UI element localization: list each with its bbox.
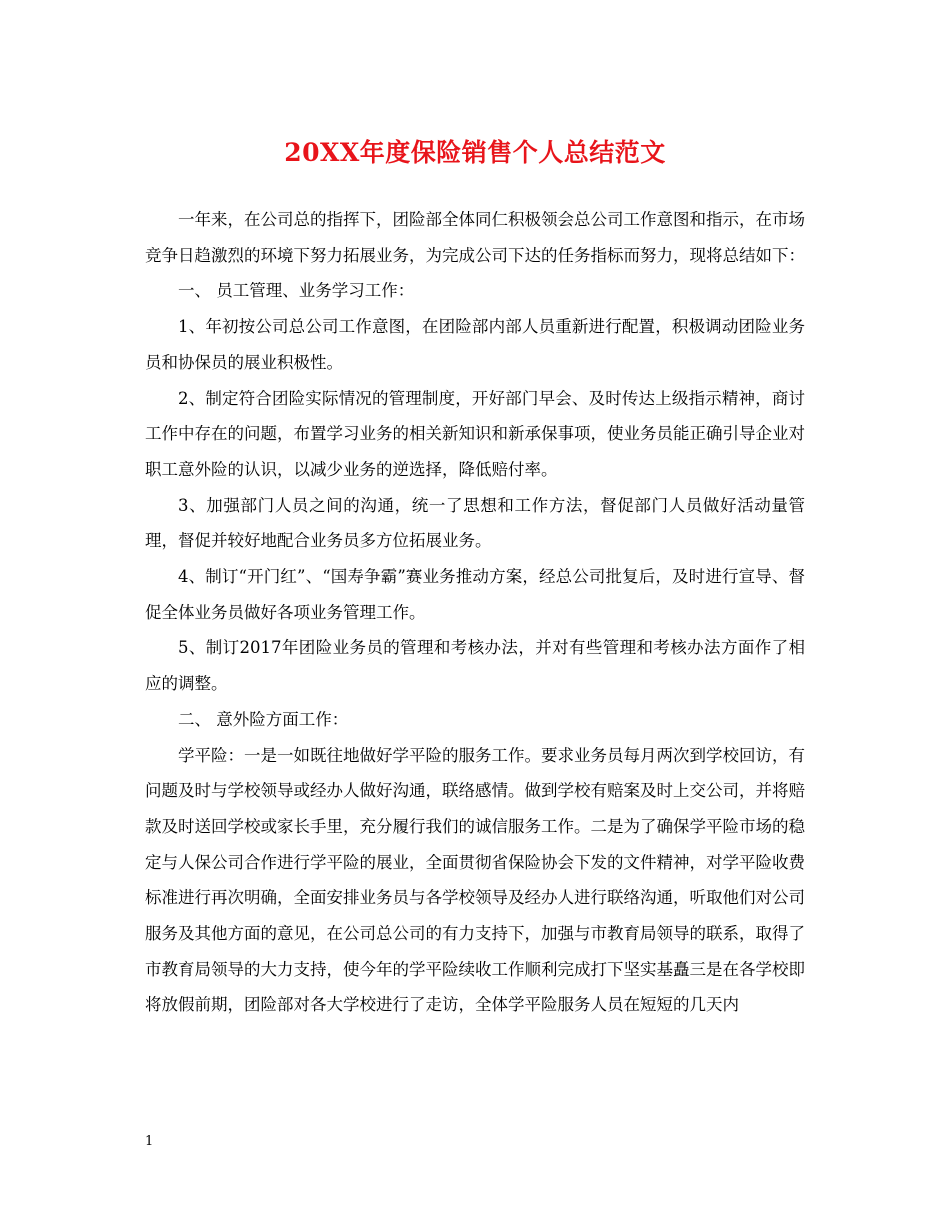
- document-body: [145, 202, 805, 1023]
- paragraph-student-insurance: 学平险：一是一如既往地做好学平险的服务工作。要求业务员每月两次到学校回访，有问题及时与学校领导或经办人做好沟通，联络感情。做到学校有赔案及时上交公司，并将赔款及时送回学校或家长手里，充分履行我们的诚信服务工作。二是为了确保学平险市场的稳定与人保公司合作进行学平险的展业，全面贯彻省保险协会下发的文件精神，对学平险收费标准进行再次明确，全面安排业务员与各学校领导及经办人进行联络沟通，听取他们对公司服务及其他方面的意见，在公司总公司的有力支持下，加强与市教育局领导的联系，取得了市教育局领导的大力支持，使今年的学平险续收工作顺利完成打下坚实基矗三是在各学校即将放假前期，团险部对各大学校进行了走访，全体学平险服务人员在短短的几天内: [145, 745, 805, 1015]
- paragraph-item-4: 4、制订“开门红”、“国寿争霸”赛业务推动方案，经总公司批复后，及时进行宣导、督促全体业务员做好各项业务管理工作。: [145, 567, 805, 622]
- paragraph-item-5: 5、制订2017年团险业务员的管理和考核办法，并对有些管理和考核办法方面作了相应的调整。: [145, 638, 805, 694]
- document-title: 20XX年度保险销售个人总结范文: [284, 138, 666, 167]
- section-heading-staff-management: 一、 员工管理、业务学习工作：: [178, 281, 415, 301]
- section-heading-accident-insurance: 二、 意外险方面工作：: [178, 709, 349, 729]
- paragraph-item-2: 2、制定符合团险实际情况的管理制度，开好部门早会、及时传达上级指示精神，商讨工作中存在的问题，布置学习业务的相关新知识和新承保事项，使业务员能正确引导企业对职工意外险的认识，以减少业务的逆选择，降低赔付率。: [145, 388, 805, 479]
- paragraph-item-1: 1、年初按公司总公司工作意图，在团险部内部人员重新进行配置，积极调动团险业务员和协保员的展业积极性。: [145, 317, 805, 372]
- paragraph-item-3: 3、加强部门人员之间的沟通，统一了思想和工作方法，督促部门人员做好活动量管理，督促并较好地配合业务员多方位拓展业务。: [145, 495, 805, 551]
- paragraph-intro: 一年来，在公司总的指挥下，团险部全体同仁积极领会总公司工作意图和指示，在市场竞争日趋激烈的环境下努力拓展业务，为完成公司下达的任务指标而努力，现将总结如下：: [145, 210, 805, 265]
- page-number: 1: [145, 1134, 154, 1149]
